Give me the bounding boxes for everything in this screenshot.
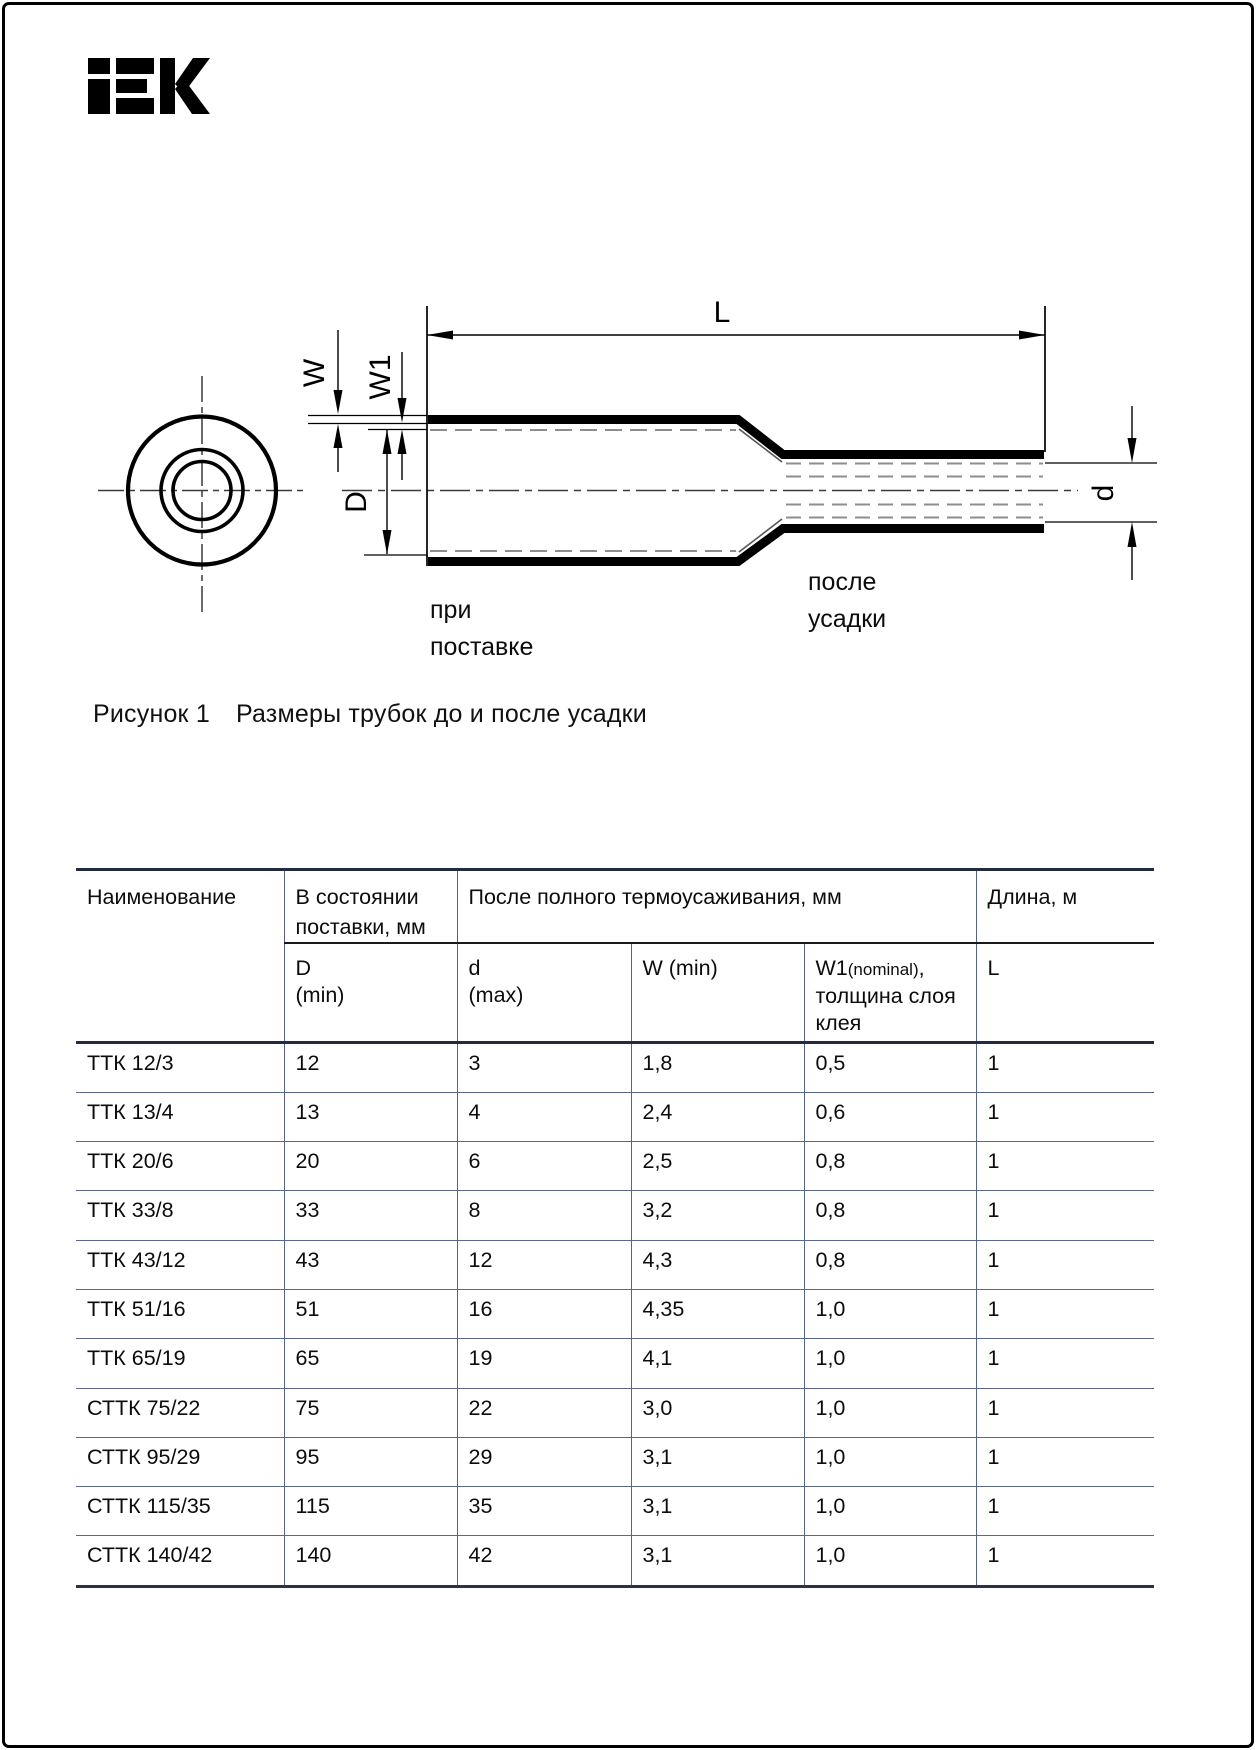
cell-L: 1: [976, 1289, 1154, 1338]
dim-label-L: L: [713, 296, 731, 329]
cell-d: 8: [457, 1191, 631, 1240]
sub-header-D-symbol: D: [295, 956, 312, 980]
arrowhead-left: [427, 331, 453, 340]
label-after-shrink-line2: усадки: [808, 605, 887, 633]
sub-header-D: [284, 943, 457, 1042]
spec-table: [76, 868, 1154, 1588]
table-row: [76, 1042, 1154, 1092]
cell-d: 3: [457, 1042, 631, 1092]
col-header-name: Наименование: [76, 870, 284, 1043]
table-row: [76, 1240, 1154, 1289]
dim-label-W1: W1: [364, 354, 397, 400]
table-row: [76, 1142, 1154, 1191]
cell-W1: 0,8: [804, 1240, 976, 1289]
cell-W: 4,1: [631, 1339, 804, 1388]
arrowhead-up: [334, 424, 343, 448]
cell-name: ТТК 13/4: [76, 1092, 284, 1141]
cell-W: 3,1: [631, 1437, 804, 1486]
arrowhead-down: [398, 398, 407, 423]
cell-name: СТТК 75/22: [76, 1388, 284, 1437]
cell-name: ТТК 20/6: [76, 1142, 284, 1191]
cell-L: 1: [976, 1191, 1154, 1240]
cell-L: 1: [976, 1388, 1154, 1437]
figure-caption: [93, 700, 647, 729]
cell-d: 6: [457, 1142, 631, 1191]
sub-header-d: [457, 943, 631, 1042]
header-row-1: [76, 870, 1154, 944]
cell-d: 22: [457, 1388, 631, 1437]
cell-d: 19: [457, 1339, 631, 1388]
sub-header-W1-nominal-note: (nominal): [847, 960, 919, 979]
cell-L: 1: [976, 1042, 1154, 1092]
arrowhead-up: [398, 430, 407, 455]
cell-D: 12: [284, 1042, 457, 1092]
side-view: [308, 306, 1157, 566]
cell-L: 1: [976, 1240, 1154, 1289]
cell-name: СТТК 140/42: [76, 1536, 284, 1586]
cell-D: 43: [284, 1240, 457, 1289]
col-header-delivery-line1: В состоянии: [295, 885, 419, 909]
dim-label-W: W: [298, 358, 331, 388]
col-header-length: Длина, м: [976, 870, 1154, 944]
col-header-after-shrink: После полного термоусаживания, мм: [457, 870, 976, 944]
cell-W: 3,2: [631, 1191, 804, 1240]
cell-D: 95: [284, 1437, 457, 1486]
cell-W: 4,35: [631, 1289, 804, 1338]
table-row: [76, 1092, 1154, 1141]
cell-L: 1: [976, 1339, 1154, 1388]
cell-W: 3,1: [631, 1487, 804, 1536]
cell-L: 1: [976, 1092, 1154, 1141]
sub-header-d-qualifier: (max): [468, 983, 524, 1007]
front-view: [98, 376, 306, 612]
cell-d: 42: [457, 1536, 631, 1586]
cell-name: ТТК 12/3: [76, 1042, 284, 1092]
cell-D: 33: [284, 1191, 457, 1240]
table-row: [76, 1536, 1154, 1586]
cell-L: 1: [976, 1487, 1154, 1536]
sub-header-L: L: [976, 943, 1154, 1042]
cell-name: СТТК 95/29: [76, 1437, 284, 1486]
cell-W1: 0,6: [804, 1092, 976, 1141]
cell-W: 1,8: [631, 1042, 804, 1092]
cell-W: 2,4: [631, 1092, 804, 1141]
cell-L: 1: [976, 1437, 1154, 1486]
table-row: [76, 1388, 1154, 1437]
col-header-delivery-line2: поставки, мм: [295, 915, 426, 939]
cell-d: 29: [457, 1437, 631, 1486]
cell-D: 115: [284, 1487, 457, 1536]
cell-D: 75: [284, 1388, 457, 1437]
table-row: [76, 1437, 1154, 1486]
arrowhead-up: [383, 430, 392, 455]
sub-header-W1-comma: ,: [918, 956, 925, 980]
figure-caption-number: Рисунок 1: [93, 700, 210, 728]
state-labels: [430, 568, 886, 661]
dim-label-D: D: [340, 491, 373, 513]
cell-name: ТТК 51/16: [76, 1289, 284, 1338]
cell-d: 12: [457, 1240, 631, 1289]
cell-name: ТТК 43/12: [76, 1240, 284, 1289]
arrowhead-right: [1019, 331, 1045, 340]
cell-W: 4,3: [631, 1240, 804, 1289]
cell-D: 140: [284, 1536, 457, 1586]
cell-D: 51: [284, 1289, 457, 1338]
table-row: [76, 1487, 1154, 1536]
cell-W1: 1,0: [804, 1536, 976, 1586]
cell-W1: 1,0: [804, 1339, 976, 1388]
sub-header-W1-symbol: W1: [815, 956, 848, 980]
cell-W1: 0,5: [804, 1042, 976, 1092]
cell-L: 1: [976, 1536, 1154, 1586]
label-at-delivery-line1: при: [430, 596, 472, 624]
cell-W1: 0,8: [804, 1191, 976, 1240]
dimension-L: [427, 296, 1045, 340]
arrowhead-down: [383, 530, 392, 555]
cell-W1: 1,0: [804, 1289, 976, 1338]
cell-W1: 0,8: [804, 1142, 976, 1191]
cell-d: 35: [457, 1487, 631, 1536]
cell-L: 1: [976, 1142, 1154, 1191]
cell-W1: 1,0: [804, 1388, 976, 1437]
sub-header-W1: [804, 943, 976, 1042]
cell-W: 2,5: [631, 1142, 804, 1191]
dimension-d: [1087, 406, 1137, 580]
cell-D: 65: [284, 1339, 457, 1388]
cell-d: 4: [457, 1092, 631, 1141]
figure-1-drawing: [0, 0, 1256, 690]
cell-d: 16: [457, 1289, 631, 1338]
sub-header-W1-line3: клея: [815, 1011, 862, 1035]
sub-header-D-qualifier: (min): [295, 983, 345, 1007]
col-header-delivery: [284, 870, 457, 944]
cell-name: ТТК 65/19: [76, 1339, 284, 1388]
label-at-delivery-line2: поставке: [430, 633, 534, 661]
sub-header-W1-line1: [816, 955, 970, 983]
cell-W: 3,0: [631, 1388, 804, 1437]
dimension-D: [340, 430, 392, 555]
sub-header-d-symbol: d: [468, 956, 481, 980]
cell-name: ТТК 33/8: [76, 1191, 284, 1240]
arrowhead-down: [334, 390, 343, 414]
dimension-W: [298, 330, 343, 472]
table-row: [76, 1289, 1154, 1338]
cell-D: 13: [284, 1092, 457, 1141]
arrowhead-down: [1128, 438, 1137, 463]
dim-label-d: d: [1087, 484, 1120, 502]
cell-W1: 1,0: [804, 1487, 976, 1536]
cell-name: СТТК 115/35: [76, 1487, 284, 1536]
cell-D: 20: [284, 1142, 457, 1191]
figure-caption-text: Размеры трубок до и после усадки: [235, 700, 647, 728]
arrowhead-up: [1128, 522, 1137, 547]
sub-header-W: W (min): [631, 943, 804, 1042]
cell-W1: 1,0: [804, 1437, 976, 1486]
label-after-shrink-line1: после: [808, 568, 877, 596]
sub-header-W1-line2: толщина слоя: [815, 984, 956, 1008]
table-row: [76, 1191, 1154, 1240]
cell-W: 3,1: [631, 1536, 804, 1586]
table-row: [76, 1339, 1154, 1388]
